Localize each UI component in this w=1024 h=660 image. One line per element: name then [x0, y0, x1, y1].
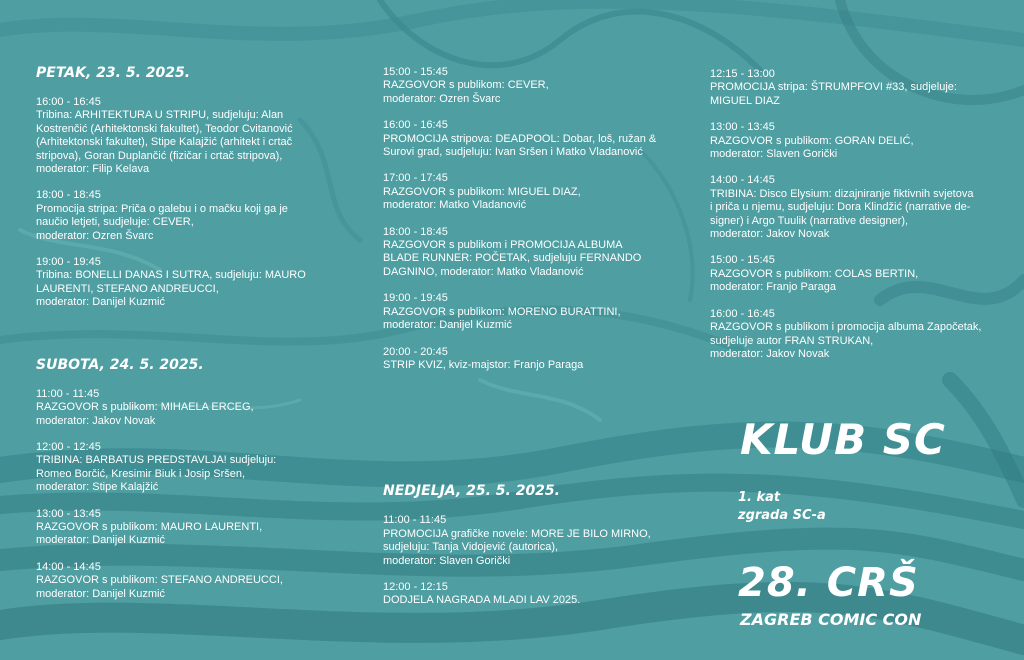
schedule-event: [383, 346, 688, 373]
event-description: TRIBINA: BARBATUS PREDSTAVLJA! sudjeluju: Romeo Borčić, Kresimir Biuk i Josip Sršen, moderator: Stipe Kalajžić: [36, 454, 277, 494]
schedule-event: [36, 388, 336, 428]
schedule-event: [710, 68, 1015, 108]
schedule-event: [36, 96, 336, 176]
schedule-event: [36, 189, 336, 243]
schedule-event: [710, 174, 1015, 241]
event-time: 15:00 - 15:45: [710, 254, 775, 267]
day-heading-nedjelja: NEDJELJA, 25. 5. 2025.: [383, 483, 560, 500]
venue-floor: 1. kat: [738, 490, 781, 505]
event-description: RAZGOVOR s publikom: COLAS BERTIN, moderator: Franjo Paraga: [710, 267, 919, 294]
day-heading-subota: SUBOTA, 24. 5. 2025.: [36, 356, 204, 373]
event-time: 13:00 - 13:45: [710, 121, 775, 134]
day-heading-petak: PETAK, 23. 5. 2025.: [36, 65, 191, 81]
event-description: RAZGOVOR s publikom: MORENO BURATTINI, moderator: Danijel Kuzmić: [383, 305, 621, 332]
event-time: 14:00 - 14:45: [36, 560, 101, 573]
schedule-event: [36, 508, 336, 548]
event-description: RAZGOVOR s publikom: STEFANO ANDREUCCI, moderator: Danijel Kuzmić: [36, 574, 283, 600]
event-description: RAZGOVOR s publikom: GORAN DELIĆ, moderator: Slaven Gorički: [710, 134, 914, 161]
event-time: 17:00 - 17:45: [383, 172, 448, 185]
event-description: STRIP KVIZ, kviz-majstor: Franjo Paraga: [383, 358, 584, 371]
event-time: 15:00 - 15:45: [383, 66, 448, 78]
schedule-event: [710, 308, 1015, 362]
event-time: 11:00 - 11:45: [36, 387, 100, 400]
event-description: Tribina: BONELLI DANAS I SUTRA, sudjeluju: MAURO LAURENTI, STEFANO ANDREUCCI, moderator: Danijel Kuzmić: [36, 269, 306, 309]
event-time: 16:00 - 16:45: [36, 96, 101, 108]
schedule-column-2: [383, 66, 688, 621]
schedule-event: [36, 441, 336, 495]
event-description: RAZGOVOR s publikom: MAURO LAURENTI, moderator: Danijel Kuzmić: [36, 520, 263, 547]
event-time: 16:00 - 16:45: [383, 119, 448, 132]
event-time: 18:00 - 18:45: [383, 225, 448, 238]
event-description: RAZGOVOR s publikom: CEVER, moderator: Ozren Švarc: [383, 79, 549, 105]
event-time: 18:00 - 18:45: [36, 189, 101, 202]
schedule-column-3: [710, 68, 1015, 374]
venue-building: zgrada SC-a: [738, 508, 826, 523]
schedule-event: [36, 256, 336, 310]
event-description: RAZGOVOR s publikom i PROMOCIJA ALBUMA BLADE RUNNER: POČETAK, sudjeluju FERNANDO DAGNINO, moderator: Matko Vladanović: [383, 239, 642, 278]
event-description: Promocija stripa: Priča o galebu i o mačku koji ga je naučio letjeti, sudjeluje: CEVER, moderator: Ozren Švarc: [36, 202, 288, 242]
event-time: 12:15 - 13:00: [710, 68, 775, 80]
schedule-event: [383, 119, 688, 159]
schedule-event: [383, 581, 688, 608]
event-time: 14:00 - 14:45: [710, 174, 775, 187]
event-description: PROMOCIJA stripa: ŠTRUMPFOVI #33, sudjeluje: MIGUEL DIAZ: [710, 81, 957, 107]
event-title: 28. CRŠ: [738, 560, 919, 606]
event-description: PROMOCIJA grafičke novele: MORE JE BILO MIRNO, sudjeluju: Tanja Vidojević (autorica), moderator: Slaven Gorički: [383, 527, 651, 567]
event-description: Tribina: ARHITEKTURA U STRIPU, sudjeluju: Alan Kostrenčić (Arhitektonski fakultet), Teodor Cvitanović (Arhitektonski fakultet), Stipe Kalajžić (arhitekt i crtač stripova), Goran Duplančić (fizičar i crtač stripova), moderator: Filip Kelava: [36, 109, 293, 176]
schedule-event: [383, 66, 688, 106]
schedule-event: [383, 292, 688, 332]
event-description: PROMOCIJA stripova: DEADPOOL: Dobar, loš, ružan & Surovi grad, sudjeluju: Ivan Sršen i Matko Vladanović: [383, 132, 657, 159]
event-time: 16:00 - 16:45: [710, 307, 775, 320]
event-time: 13:00 - 13:45: [36, 507, 101, 520]
event-time: 19:00 - 19:45: [383, 292, 448, 305]
schedule-event: [383, 514, 688, 568]
event-time: 11:00 - 11:45: [383, 514, 447, 527]
schedule-column-1: [36, 64, 336, 614]
schedule-event: [710, 254, 1015, 294]
venue-location: [738, 489, 826, 525]
event-description: DODJELA NAGRADA MLADI LAV 2025.: [383, 594, 581, 607]
event-description: RAZGOVOR s publikom: MIGUEL DIAZ, moderator: Matko Vladanović: [383, 185, 581, 212]
schedule-event: [383, 226, 688, 280]
event-time: 12:00 - 12:15: [383, 580, 448, 593]
event-time: 12:00 - 12:45: [36, 440, 101, 453]
schedule-event: [36, 561, 336, 601]
event-description: RAZGOVOR s publikom i promocija albuma Započetak, sudjeluje autor FRAN STRUKAN, moderator: Jakov Novak: [710, 321, 982, 360]
venue-title: KLUB SC: [740, 415, 946, 464]
event-time: 19:00 - 19:45: [36, 256, 101, 269]
event-subtitle: ZAGREB COMIC CON: [740, 610, 922, 629]
event-description: RAZGOVOR s publikom: MIHAELA ERCEG, moderator: Jakov Novak: [36, 401, 254, 427]
schedule-event: [383, 172, 688, 212]
event-time: 20:00 - 20:45: [383, 345, 448, 358]
event-description: TRIBINA: Disco Elysium: dizajniranje fiktivnih svjetova i priča u njemu, sudjeluju: Dora Klindžić (narrative de- signer) i Argo Tuulik (narrative designer), moderator: Jakov Novak: [710, 187, 974, 241]
schedule-event: [710, 121, 1015, 161]
